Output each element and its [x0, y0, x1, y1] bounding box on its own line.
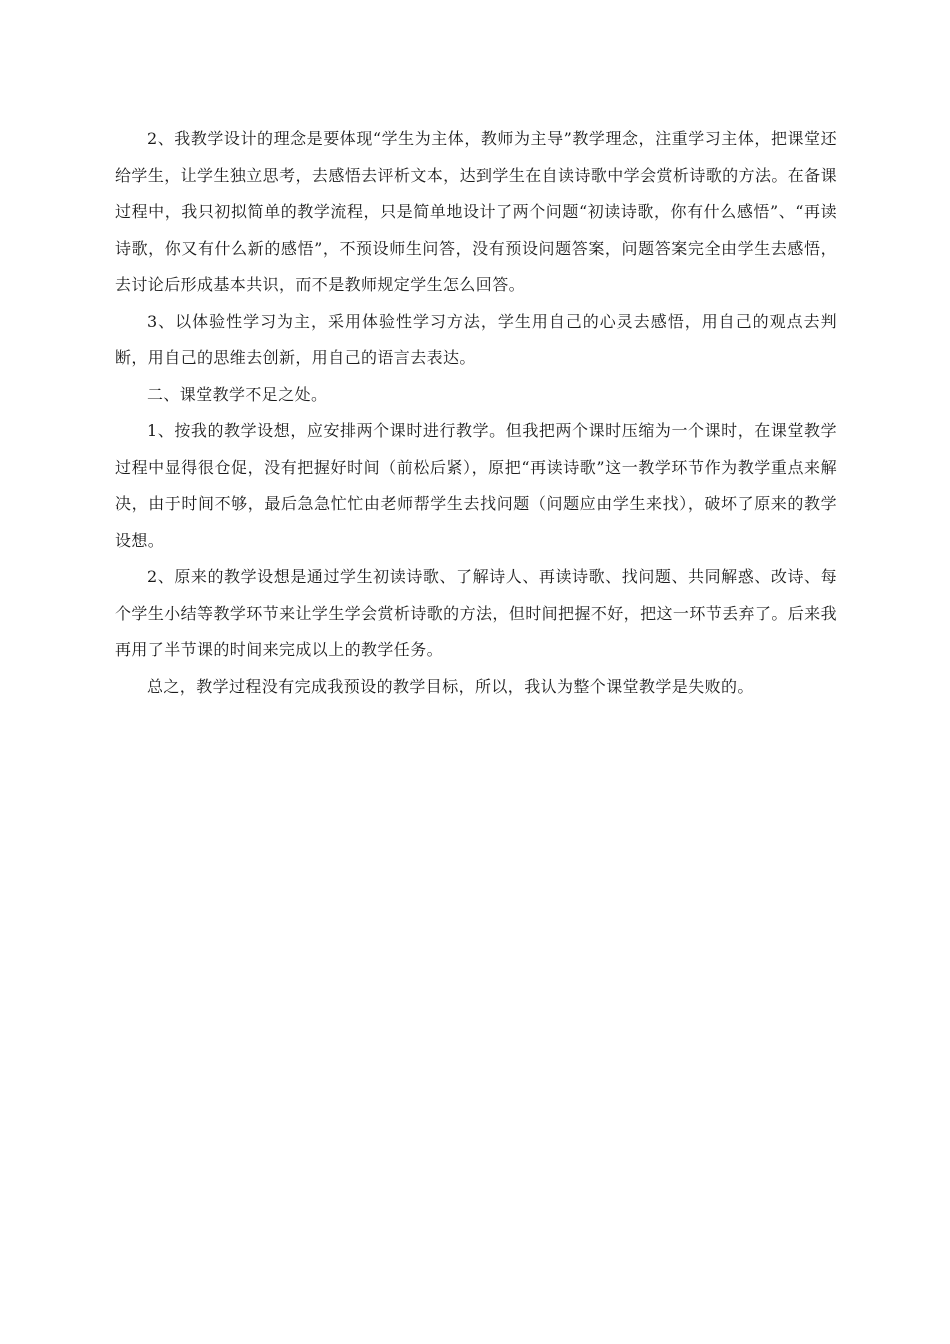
paragraph-original-plan: 2、原来的教学设想是通过学生初读诗歌、了解诗人、再读诗歌、找问题、共同解惑、改诗、每个学生小结等教学环节来让学生学会赏析诗歌的方法，但时间把握不好，把这一环节丢弃了。后来我再用了半节课的时间来完成以上的教学任务。	[115, 567, 837, 659]
document-body	[115, 121, 837, 705]
section-heading-shortcomings: 二、课堂教学不足之处。	[147, 384, 328, 404]
paragraph-experiential-learning: 3、以体验性学习为主，采用体验性学习方法，学生用自己的心灵去感悟，用自己的观点去判断，用自己的思维去创新，用自己的语言去表达。	[115, 311, 837, 367]
paragraph-time-shortage: 1、按我的教学设想，应安排两个课时进行教学。但我把两个课时压缩为一个课时，在课堂教学过程中显得很仓促，没有把握好时间（前松后紧），原把“再读诗歌”这一教学环节作为教学重点来解决，由于时间不够，最后急急忙忙由老师帮学生去找问题（问题应由学生来找），破坏了原来的教学设想。	[115, 421, 837, 550]
paragraph-design-concept: 2、我教学设计的理念是要体现“学生为主体，教师为主导”教学理念，注重学习主体，把课堂还给学生，让学生独立思考，去感悟去评析文本，达到学生在自读诗歌中学会赏析诗歌的方法。在备课过程中，我只初拟简单的教学流程，只是简单地设计了两个问题“初读诗歌，你有什么感悟”、“再读诗歌，你又有什么新的感悟”，不预设师生问答，没有预设问题答案，问题答案完全由学生去感悟，去讨论后形成基本共识，而不是教师规定学生怎么回答。	[115, 129, 837, 294]
paragraph-conclusion: 总之，教学过程没有完成我预设的教学目标，所以，我认为整个课堂教学是失败的。	[147, 676, 754, 696]
